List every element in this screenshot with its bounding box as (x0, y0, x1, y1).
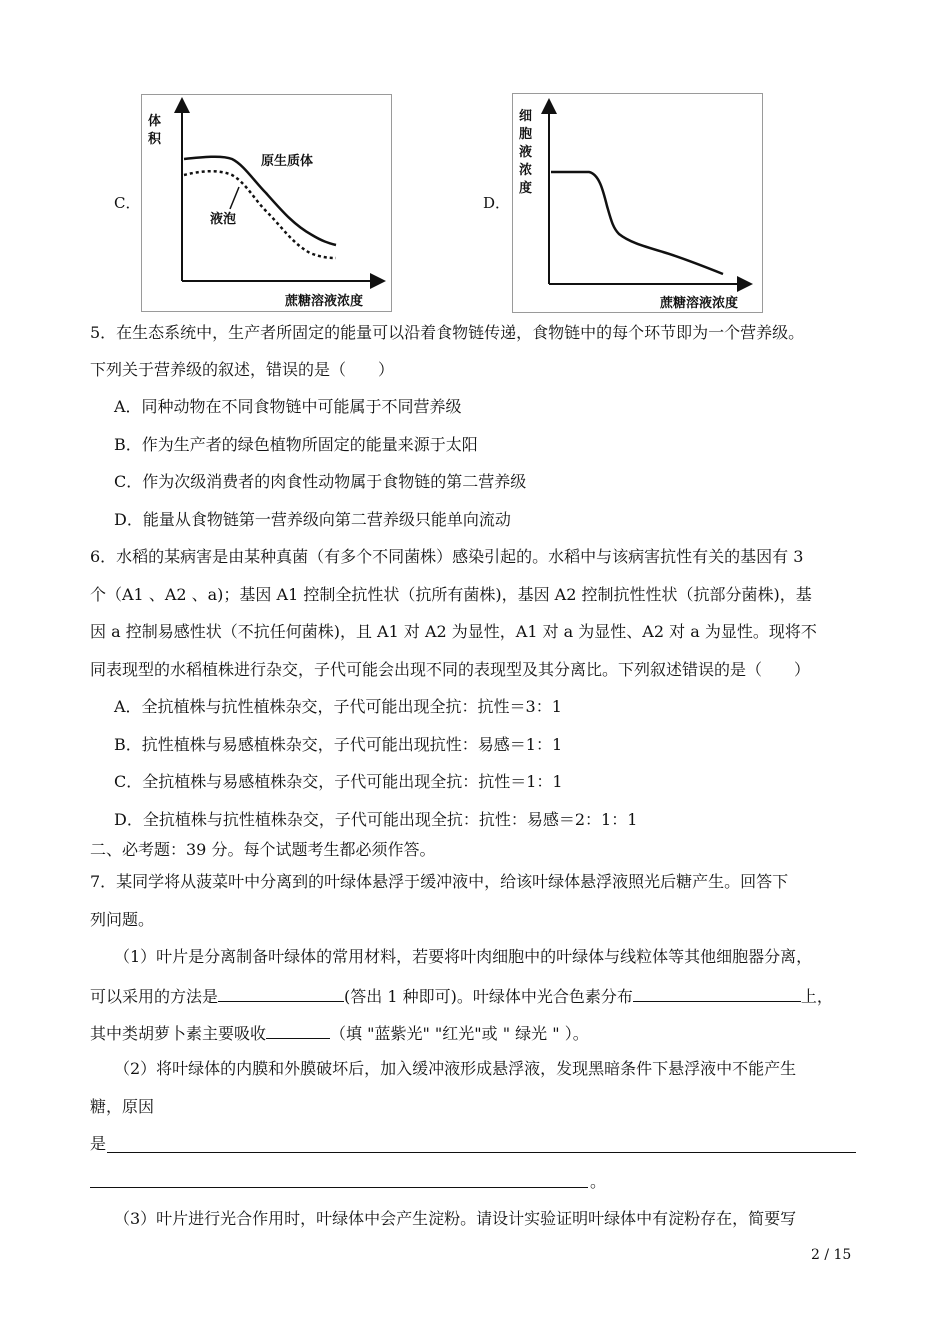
q5-option-d[interactable]: D．能量从食物链第一营养级向第二营养级只能单向流动 (114, 510, 511, 529)
figure-c (141, 94, 392, 312)
q5-stem-line-1: 5．在生态系统中，生产者所固定的能量可以沿着食物链传递，食物链中的每个环节即为一个营养级。 (90, 323, 805, 342)
figure-d-y-label-1: 胞 (519, 127, 533, 142)
q7-part1-line-1: （1）叶片是分离制备叶绿体的常用材料，若要将叶肉细胞中的叶绿体与线粒体等其他细胞器分离， (114, 947, 813, 966)
q5-option-a[interactable]: A．同种动物在不同食物链中可能属于不同营养级 (114, 397, 462, 416)
q6-stem-line-2: 个（A1 、A2 、a)；基因 A1 控制全抗性状（抗所有菌株)，基因 A2 控制抗性性状（抗部分菌株)，基 (90, 585, 812, 604)
q6-stem-line-3: 因 a 控制易感性状（不抗任何菌株)，且 A1 对 A2 为显性，A1 对 a 为显性、A2 对 a 为显性。现将不 (90, 622, 817, 641)
q7-stem-line-1: 7．某同学将从菠菜叶中分离到的叶绿体悬浮于缓冲液中，给该叶绿体悬浮液照光后糖产生。回答下 (90, 872, 789, 891)
figure-d-x-label: 蔗糖溶液浓度 (660, 296, 739, 311)
figure-c-y-label-1: 积 (148, 132, 162, 147)
figure-c-leader-vacuole (230, 187, 239, 209)
figure-c-option-label: C． (114, 194, 141, 212)
figure-d-option-label: D． (483, 194, 511, 212)
q7-part3-line-1: （3）叶片进行光合作用时，叶绿体中会产生淀粉。请设计实验证明叶绿体中有淀粉存在，简要写 (114, 1209, 797, 1228)
q6-option-a[interactable]: A．全抗植株与抗性植株杂交，子代可能出现全抗：抗性＝3：1 (114, 697, 562, 716)
q7-part1-line-3 (90, 1022, 589, 1044)
q7-part1-line-2 (90, 985, 833, 1007)
q5-option-c[interactable]: C．作为次级消费者的肉食性动物属于食物链的第二营养级 (114, 472, 527, 491)
figure-c-chart (142, 95, 391, 311)
figure-c-x-label: 蔗糖溶液浓度 (285, 294, 364, 309)
q7-part2-line-2: 糖，原因 (90, 1097, 155, 1116)
q7-answer-blank-method[interactable] (218, 985, 344, 1002)
figure-c-series-vacuole (184, 171, 336, 258)
q7-part2-end: 。 (590, 1172, 607, 1191)
q6-option-b[interactable]: B．抗性植株与易感植株杂交，子代可能出现抗性：易感＝1：1 (114, 735, 563, 754)
q7-part2-line-3: 是 (90, 1134, 107, 1153)
q7-answer-blank-reason-2[interactable] (90, 1187, 588, 1188)
q7-answer-blank-pigment-location[interactable] (633, 985, 801, 1002)
figure-d-y-label-2: 液 (519, 145, 533, 160)
figure-d-series-curve (551, 172, 723, 274)
q6-option-c[interactable]: C．全抗植株与易感植株杂交，子代可能出现全抗：抗性＝1：1 (114, 772, 563, 791)
q7-answer-blank-reason-1[interactable] (107, 1152, 856, 1153)
q7-part1-text-c: 上， (800, 987, 833, 1006)
q7-part1-text-a: 可以采用的方法是 (90, 987, 219, 1006)
q5-stem-line-2: 下列关于营养级的叙述，错误的是（ ） (90, 360, 395, 379)
q5-option-b[interactable]: B．作为生产者的绿色植物所固定的能量来源于太阳 (114, 435, 478, 454)
q7-part1-text-d: 其中类胡萝卜素主要吸收 (90, 1024, 267, 1043)
section-2-heading: 二、必考题：39 分。每个试题考生都必须作答。 (90, 840, 436, 859)
q7-part1-text-b: (答出 1 种即可)。叶绿体中光合色素分布 (344, 987, 633, 1006)
figure-d-y-label-0: 细 (519, 109, 533, 124)
figure-d-y-label-4: 度 (519, 181, 533, 196)
figure-d-y-label-3: 浓 (519, 163, 533, 178)
q7-part1-text-e: （填 "蓝紫光" "红光"或 " 绿光 " ）。 (330, 1024, 589, 1043)
q7-stem-line-2: 列问题。 (90, 910, 155, 929)
q6-stem-line-1: 6．水稻的某病害是由某种真菌（有多个不同菌株）感染引起的。水稻中与该病害抗性有关的基因有 3 (90, 547, 804, 566)
q7-answer-blank-carotenoid[interactable] (266, 1022, 330, 1039)
q6-stem-line-4: 同表现型的水稻植株进行杂交，子代可能会出现不同的表现型及其分离比。下列叙述错误的是（ ） (90, 660, 811, 679)
figure-c-series-protoplast (184, 157, 336, 245)
figure-c-y-label-0: 体 (148, 114, 162, 129)
page-number: 2 / 15 (811, 1247, 852, 1263)
figure-c-series-label-vacuole: 液泡 (210, 212, 237, 227)
figure-d (512, 93, 763, 313)
figure-c-series-label-protoplast: 原生质体 (261, 154, 314, 169)
q6-option-d[interactable]: D．全抗植株与抗性植株杂交，子代可能出现全抗：抗性：易感＝2：1：1 (114, 810, 638, 829)
figure-d-chart (513, 94, 762, 312)
q7-part2-line-1: （2）将叶绿体的内膜和外膜破坏后，加入缓冲液形成悬浮液，发现黑暗条件下悬浮液中不能产生 (114, 1059, 797, 1078)
